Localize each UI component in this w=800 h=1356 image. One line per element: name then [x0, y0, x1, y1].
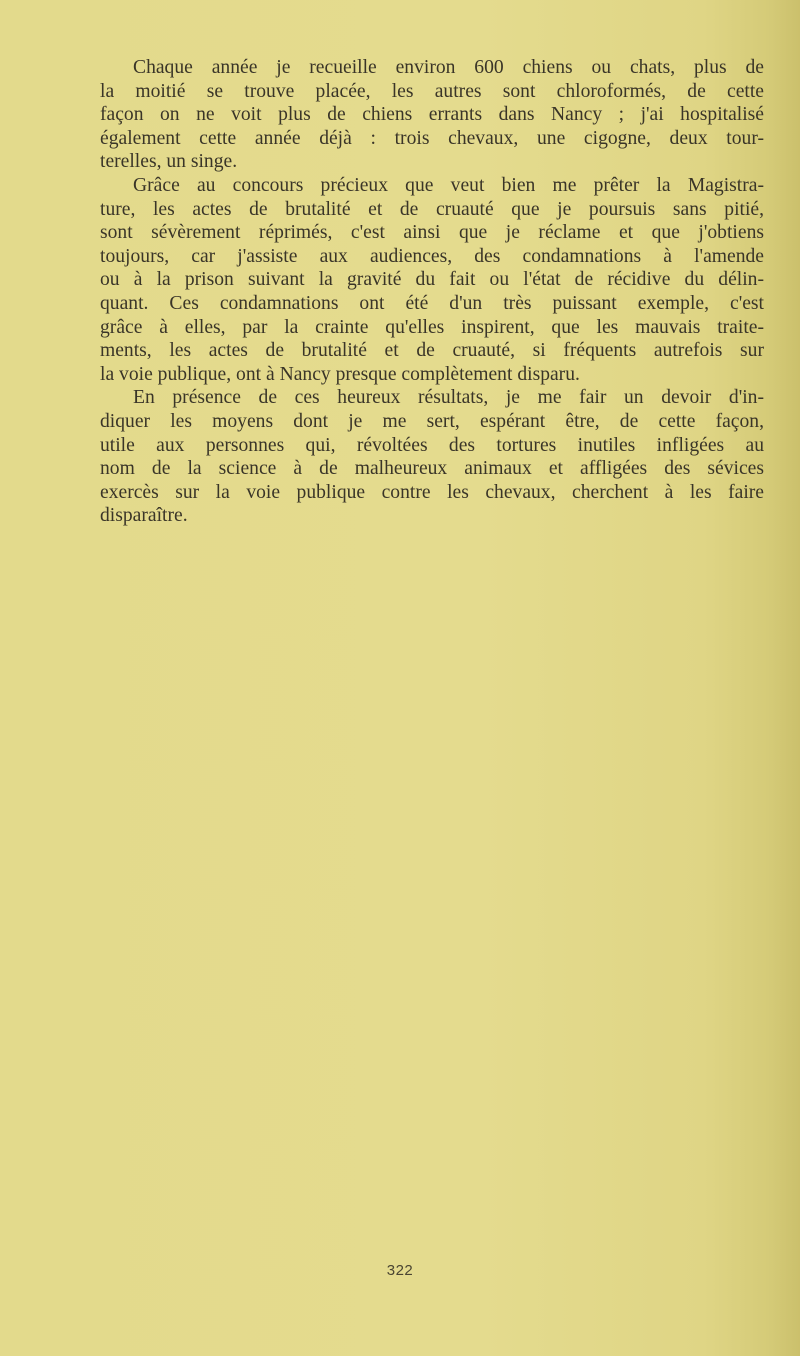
- text-line: ments, les actes de brutalité et de cruauté, si fréquents autrefois sur: [100, 340, 764, 362]
- text-line: En présence de ces heureux résultats, je me fair un devoir d'in-: [133, 387, 764, 409]
- text-line: nom de la science à de malheureux animaux et affligées des sévices: [100, 458, 764, 480]
- text-line: terelles, un singe.: [100, 151, 238, 173]
- paragraph-1: [100, 56, 764, 174]
- text-line: ou à la prison suivant la gravité du fait ou l'état de récidive du délin-: [100, 269, 764, 291]
- text-line: utile aux personnes qui, révoltées des tortures inutiles infligées au: [100, 434, 764, 456]
- text-line: toujours, car j'assiste aux audiences, des condamnations à l'amende: [100, 245, 764, 267]
- text-line: ture, les actes de brutalité et de cruauté que je poursuis sans pitié,: [100, 198, 764, 220]
- text-line: également cette année déjà : trois chevaux, une cigogne, deux tour-: [100, 127, 764, 149]
- text-line: disparaître.: [100, 505, 188, 527]
- text-line: quant. Ces condamnations ont été d'un très puissant exemple, c'est: [100, 292, 764, 314]
- text-line: sont sévèrement réprimés, c'est ainsi que je réclame et que j'obtiens: [100, 222, 764, 244]
- text-line: diquer les moyens dont je me sert, espérant être, de cette façon,: [100, 410, 764, 432]
- text-line: Chaque année je recueille environ 600 chiens ou chats, plus de: [133, 57, 764, 78]
- text-line: façon on ne voit plus de chiens errants dans Nancy ; j'ai hospitalisé: [100, 104, 764, 126]
- page-number: 322: [386, 1262, 414, 1279]
- paragraph-3: [100, 386, 764, 528]
- text-line: grâce à elles, par la crainte qu'elles inspirent, que les mauvais traite-: [100, 316, 764, 338]
- text-line: exercès sur la voie publique contre les chevaux, cherchent à les faire: [100, 481, 764, 503]
- paragraph-2: [100, 174, 764, 386]
- text-line: la voie publique, ont à Nancy presque complètement disparu.: [100, 363, 580, 385]
- text-line: la moitié se trouve placée, les autres sont chloroformés, de cette: [100, 80, 764, 102]
- text-line: Grâce au concours précieux que veut bien me prêter la Magistra-: [133, 174, 764, 196]
- body-text: [100, 56, 764, 528]
